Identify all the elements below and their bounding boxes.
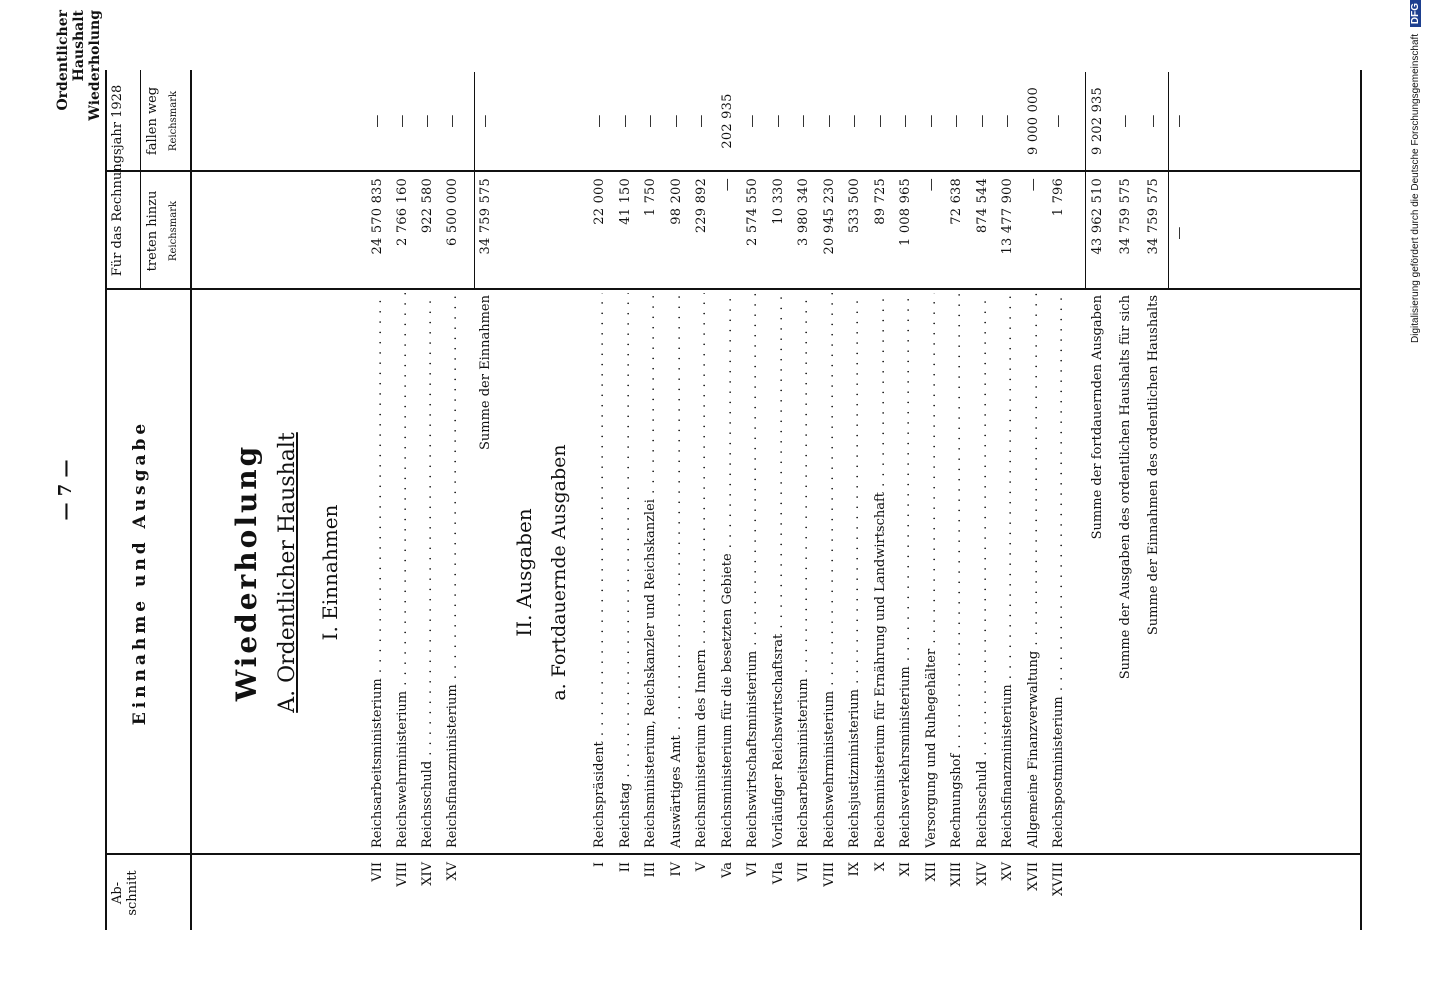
summe-ausgaben-weg: — — [1118, 114, 1133, 128]
row-label — [618, 293, 633, 848]
amount-weg: — — [770, 114, 786, 128]
amount-hinzu: 874 544 — [974, 178, 990, 234]
header-bottom-rule — [190, 70, 192, 930]
row-label-text: Reichsverkehrsministerium — [898, 666, 913, 848]
row-label — [745, 293, 760, 848]
abschnitt-number: XV — [1000, 862, 1015, 881]
summe-fortdauernd-label: Summe der fortdauernden Ausgaben — [1090, 295, 1105, 540]
running-head — [55, 10, 103, 160]
abschnitt-number: III — [643, 862, 658, 878]
amount-hinzu: 6 500 000 — [445, 178, 460, 246]
abschnitt-number: XIV — [974, 862, 990, 886]
row-label-text: Reichsministerium des Innern — [694, 649, 709, 848]
row-label — [1000, 293, 1015, 848]
row-label — [898, 293, 913, 848]
amount-weg: — — [1051, 114, 1066, 128]
amount-weg: — — [694, 114, 709, 128]
summe-fortdauernd-hinzu: 43 962 510 — [1090, 178, 1105, 255]
table-row — [745, 70, 771, 930]
row-label — [592, 293, 607, 848]
abschnitt-number: XI — [898, 862, 913, 877]
footer-note-text: Digitalisierung gefördert durch die Deutsche Forschungsgemeinschaft — [1410, 33, 1421, 343]
row-label — [720, 293, 735, 848]
table-row — [847, 70, 873, 930]
amount-weg: — — [898, 114, 913, 128]
row-label-text: Reichsjustizministerium — [847, 689, 862, 848]
amount-weg: — — [617, 114, 633, 128]
amount-weg: — — [872, 114, 888, 128]
row-label-text: Reichsschuld — [420, 760, 435, 848]
bottom-hinzu: — — [1172, 226, 1187, 240]
abschnitt-number: X — [872, 862, 888, 872]
abschnitt-number: I — [592, 862, 607, 868]
row-label — [395, 293, 410, 848]
row-label — [949, 293, 964, 848]
table-row — [975, 70, 1001, 930]
fiscal-year-header: Für das Rechnungsjahr 1928 — [110, 84, 125, 277]
amount-hinzu: 2 574 550 — [745, 178, 760, 246]
amount-hinzu: 20 945 230 — [821, 178, 837, 255]
amount-hinzu: 13 477 900 — [1000, 178, 1015, 255]
weg-unit: Reichsmark — [168, 90, 179, 152]
row-label-text: Reichsarbeitsministerium — [796, 678, 811, 848]
table-row — [420, 70, 445, 930]
row-label — [873, 293, 888, 848]
abschnitt-number: VII — [796, 862, 811, 882]
table-row — [873, 70, 899, 930]
table-row — [370, 70, 395, 930]
row-label-text: Reichsministerium, Reichskanzler und Reichskanzlei — [643, 499, 658, 848]
abschnitt-number: Va — [719, 862, 735, 878]
amount-hinzu: 24 570 835 — [370, 178, 385, 255]
table-row — [445, 70, 470, 930]
row-label-text: Reichspräsident — [592, 741, 607, 848]
amount-hinzu: — — [1025, 178, 1041, 192]
abschnitt-number: XII — [923, 862, 939, 882]
section-i-heading: I. Einnahmen — [318, 504, 342, 641]
summary-rule — [1085, 72, 1086, 288]
summe-einnahmen-oh-weg: — — [1146, 114, 1161, 128]
row-label — [975, 293, 990, 848]
amount-weg: 202 935 — [719, 93, 735, 149]
row-label-text: Reichswehrministerium — [821, 690, 837, 848]
abschnitt-number: IV — [668, 862, 684, 877]
abschnitt-header: Ab- schnitt — [110, 870, 140, 916]
row-label-text: Reichsministerium für Ernährung und Landwirtschaft — [872, 491, 888, 848]
amount-weg: — — [745, 114, 760, 128]
amount-hinzu: 533 500 — [847, 178, 862, 234]
row-label-text: Reichswehrministerium — [395, 690, 410, 848]
summe-einnahmen-label: Summe der Einnahmen — [478, 295, 493, 451]
section-ii-heading: II. Ausgaben — [512, 508, 536, 637]
row-label-text: Reichswirtschaftsministerium — [745, 650, 760, 848]
abschnitt-number: XV — [445, 862, 460, 881]
row-label-text: Vorläufiger Reichswirtschaftsrat — [770, 633, 786, 848]
abschnitt-number: IX — [847, 862, 862, 877]
amount-weg: — — [445, 114, 460, 128]
row-label-text: Reichsschuld — [974, 760, 990, 848]
row-label — [924, 293, 939, 848]
amount-hinzu: 10 330 — [770, 178, 786, 225]
amount-hinzu: 72 638 — [949, 178, 964, 225]
summe-einnahmen-rule — [474, 72, 475, 288]
abschnitt-number: VIII — [821, 862, 837, 887]
footer-note — [1410, 0, 1421, 400]
abschnitt-number: II — [617, 862, 633, 873]
table-row — [796, 70, 822, 930]
header-top-rule — [105, 70, 107, 930]
table-row — [1051, 70, 1077, 930]
page-number: — 7 — — [55, 459, 76, 521]
amount-weg: — — [1000, 114, 1015, 128]
row-label — [847, 293, 862, 848]
abschnitt-number: XIV — [420, 862, 435, 886]
amount-weg: — — [821, 114, 837, 128]
abschnitt-number: VII — [370, 862, 385, 882]
row-label — [822, 293, 837, 848]
table-row — [898, 70, 924, 930]
row-label-text: Reichsfinanzministerium — [445, 684, 460, 848]
amount-hinzu: 922 580 — [420, 178, 435, 234]
amount-weg: 9 000 000 — [1025, 87, 1041, 155]
row-label — [370, 293, 385, 848]
abschnitt-number: XIII — [949, 862, 964, 887]
amount-hinzu: 229 892 — [694, 178, 709, 234]
row-label — [643, 293, 658, 848]
summe-einnahmen-weg: — — [478, 114, 493, 128]
row-label-text: Auswärtiges Amt — [668, 735, 684, 848]
row-label — [1051, 293, 1066, 848]
amount-hinzu: 3 980 340 — [796, 178, 811, 246]
amount-weg: — — [370, 114, 385, 128]
amount-weg: — — [395, 114, 410, 128]
section-a-sub-heading: a. Fortdauernde Ausgaben — [548, 444, 570, 701]
row-label — [796, 293, 811, 848]
amount-hinzu: 1 796 — [1051, 178, 1066, 217]
table-row — [592, 70, 618, 930]
hinzu-header: treten hinzu — [145, 190, 160, 272]
row-label-text: Versorgung und Ruhegehälter — [923, 648, 939, 848]
row-label — [420, 293, 435, 848]
table-row — [720, 70, 746, 930]
amount-weg: — — [923, 114, 939, 128]
dfg-logo: DFG — [1410, 0, 1421, 27]
row-label — [1026, 293, 1041, 848]
abschnitt-number: VIII — [395, 862, 410, 887]
abschnitt-number: VI — [745, 862, 760, 877]
table-row — [771, 70, 797, 930]
table-row — [949, 70, 975, 930]
amount-weg: — — [592, 114, 607, 128]
abschnitt-number: VIa — [770, 862, 786, 885]
title-header: Einnahme und Ausgabe — [130, 419, 150, 726]
row-label-text: Reichspostministerium — [1051, 696, 1066, 848]
amount-hinzu: 98 200 — [668, 178, 684, 225]
amount-weg: — — [420, 114, 435, 128]
row-label — [445, 293, 460, 848]
table-row — [694, 70, 720, 930]
running-head-line1: Ordentlicher Haushalt — [55, 10, 87, 111]
row-label-text: Reichsarbeitsministerium — [370, 678, 385, 848]
table-row — [618, 70, 644, 930]
abschnitt-number: XVIII — [1051, 862, 1066, 897]
table-row — [924, 70, 950, 930]
fiscal-year-rule — [140, 70, 141, 290]
summe-einnahmen-hinzu: 34 759 575 — [478, 178, 493, 255]
amount-hinzu: 41 150 — [617, 178, 633, 225]
row-label — [694, 293, 709, 848]
abschnitt-number: XVII — [1025, 862, 1041, 891]
summe-fortdauernd-weg: 9 202 935 — [1090, 87, 1105, 155]
row-label-text: Rechnungshof — [949, 753, 964, 848]
amount-hinzu: — — [719, 178, 735, 192]
bottom-weg: — — [1172, 114, 1187, 128]
table-row — [822, 70, 848, 930]
table-row — [395, 70, 420, 930]
amount-weg: — — [643, 114, 658, 128]
table-row — [1026, 70, 1052, 930]
amount-hinzu: — — [923, 178, 939, 192]
amount-hinzu: 89 725 — [872, 178, 888, 225]
summe-ausgaben-hinzu: 34 759 575 — [1118, 178, 1133, 255]
bottom-rule — [1168, 72, 1169, 288]
row-label-text: Reichsministerium für die besetzten Gebiete — [719, 553, 735, 848]
row-label — [771, 293, 786, 848]
abschnitt-number: V — [694, 862, 709, 872]
amount-weg: — — [974, 114, 990, 128]
row-label-text: Reichsfinanzministerium — [1000, 684, 1015, 848]
section-a-heading: A. Ordentlicher Haushalt — [275, 432, 300, 713]
row-label — [669, 293, 684, 848]
amount-hinzu: 2 766 160 — [395, 178, 410, 246]
running-head-line2: Wiederholung — [87, 10, 103, 121]
table-row — [669, 70, 695, 930]
amount-hinzu: 22 000 — [592, 178, 607, 225]
amount-weg: — — [949, 114, 964, 128]
amount-weg: — — [847, 114, 862, 128]
main-heading: Wiederholung — [230, 443, 263, 702]
hinzu-unit: Reichsmark — [168, 200, 179, 262]
weg-header: fallen weg — [145, 86, 160, 156]
amount-weg: — — [668, 114, 684, 128]
amount-hinzu: 1 750 — [643, 178, 658, 217]
amount-hinzu: 1 008 965 — [898, 178, 913, 246]
row-label-text: Allgemeine Finanzverwaltung — [1025, 650, 1041, 848]
table-row — [1000, 70, 1026, 930]
summe-einnahmen-oh-hinzu: 34 759 575 — [1146, 178, 1161, 255]
summe-einnahmen-oh-label: Summe der Einnahmen des ordentlichen Haushalts — [1146, 295, 1161, 636]
table-row — [643, 70, 669, 930]
summe-ausgaben-label: Summe der Ausgaben des ordentlichen Haushalts für sich — [1118, 295, 1133, 680]
row-label-text: Reichstag — [617, 782, 633, 848]
table-bottom-rule — [1360, 70, 1362, 930]
amount-weg: — — [796, 114, 811, 128]
